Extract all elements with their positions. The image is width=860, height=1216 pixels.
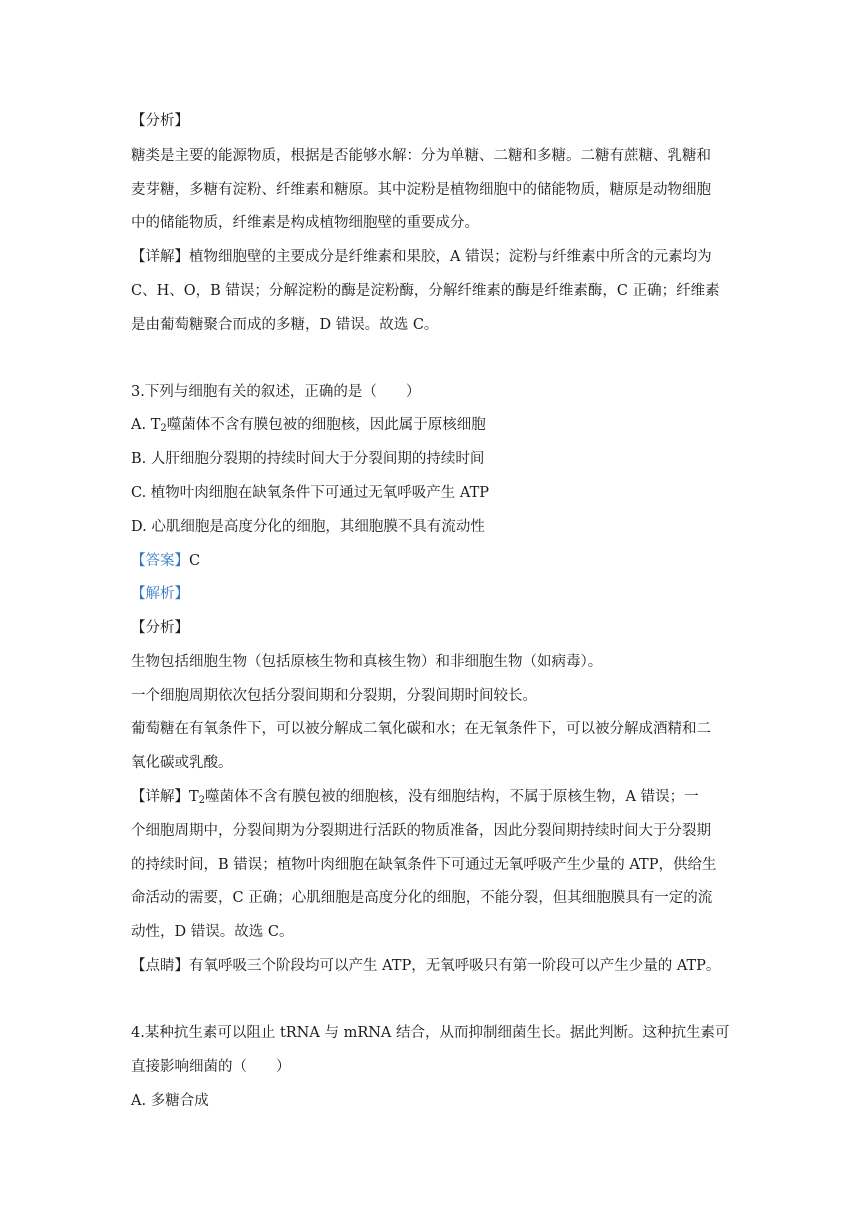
analysis-text-line: 糖类是主要的能源物质，根据是否能够水解：分为单糖、二糖和多糖。二糖有蔗糖、乳糖和 (131, 148, 711, 164)
analysis-text-line: 中的储能物质，纤维素是构成植物细胞壁的重要成分。 (131, 215, 479, 231)
analysis-text-line: 麦芽糖，多糖有淀粉、纤维素和糖原。其中淀粉是植物细胞中的储能物质，糖原是动物细胞 (131, 182, 711, 198)
detail-text-line: C、H、O，B 错误；分解淀粉的酶是淀粉酶，分解纤维素的酶是纤维素酶，C 正确；纤维素 (131, 283, 720, 299)
subscript: 2 (160, 423, 167, 434)
analysis-heading: 【分析】 (131, 113, 189, 129)
detail-text-line: 的持续时间，B 错误；植物叶肉细胞在缺氧条件下可通过无氧呼吸产生少量的 ATP，供给生 (131, 857, 717, 873)
detail-text-line: 是由葡萄糖聚合而成的多糖，D 错误。故选 C。 (131, 317, 439, 333)
question-3-option-c: C. 植物叶肉细胞在缺氧条件下可通过无氧呼吸产生 ATP (131, 485, 490, 501)
detail-prefix: 【详解】T (131, 789, 199, 805)
detail-text-line (131, 787, 731, 807)
option-a-prefix: A. T (131, 417, 161, 433)
answer-value: C (189, 553, 201, 569)
question-3-option-a (131, 415, 731, 435)
analysis-text-line: 葡萄糖在有氧条件下，可以被分解成二氧化碳和水；在无氧条件下，可以被分解成酒精和二 (131, 721, 711, 737)
explanation-label: 【解析】 (131, 586, 189, 602)
question-3-stem: 3.下列与细胞有关的叙述，正确的是（ ） (131, 384, 421, 400)
question-3-option-b: B. 人肝细胞分裂期的持续时间大于分裂间期的持续时间 (131, 451, 485, 467)
analysis-heading: 【分析】 (131, 620, 189, 636)
question-3-option-d: D. 心肌细胞是高度分化的细胞，其细胞膜不具有流动性 (131, 519, 485, 535)
question-4-stem: 4.某种抗生素可以阻止 tRNA 与 mRNA 结合，从而抑制细菌生长。据此判断。这种抗生素可 (131, 1025, 730, 1041)
detail-text-line: 【详解】植物细胞壁的主要成分是纤维素和果胶，A 错误；淀粉与纤维素中所含的元素均为 (131, 249, 712, 265)
subscript: 2 (198, 795, 206, 806)
analysis-text-line: 一个细胞周期依次包括分裂间期和分裂期，分裂间期时间较长。 (131, 688, 537, 704)
question-4-stem: 直接影响细菌的（ ） (131, 1059, 291, 1075)
detail-text-line: 个细胞周期中，分裂间期为分裂期进行活跃的物质准备，因此分裂间期持续时间大于分裂期 (131, 823, 711, 839)
detail-text-line: 命活动的需要，C 正确；心肌细胞是高度分化的细胞，不能分裂，但其细胞膜具有一定的流 (131, 890, 713, 906)
option-a-text: 噬菌体不含有膜包被的细胞核，因此属于原核细胞 (166, 417, 486, 433)
question-4-option-a: A. 多糖合成 (131, 1093, 209, 1109)
analysis-text-line: 生物包括细胞生物（包括原核生物和真核生物）和非细胞生物（如病毒）。 (131, 654, 603, 670)
detail-text: 噬菌体不含有膜包被的细胞核，没有细胞结构，不属于原核生物，A 错误；一 (205, 789, 699, 805)
comment-line: 【点睛】有氧呼吸三个阶段均可以产生 ATP，无氧呼吸只有第一阶段可以产生少量的 ATP。 (131, 958, 721, 974)
detail-text-line: 动性，D 错误。故选 C。 (131, 924, 294, 940)
answer-label: 【答案】 (131, 553, 189, 569)
analysis-text-line: 氧化碳或乳酸。 (131, 755, 233, 771)
answer-line (131, 551, 731, 571)
